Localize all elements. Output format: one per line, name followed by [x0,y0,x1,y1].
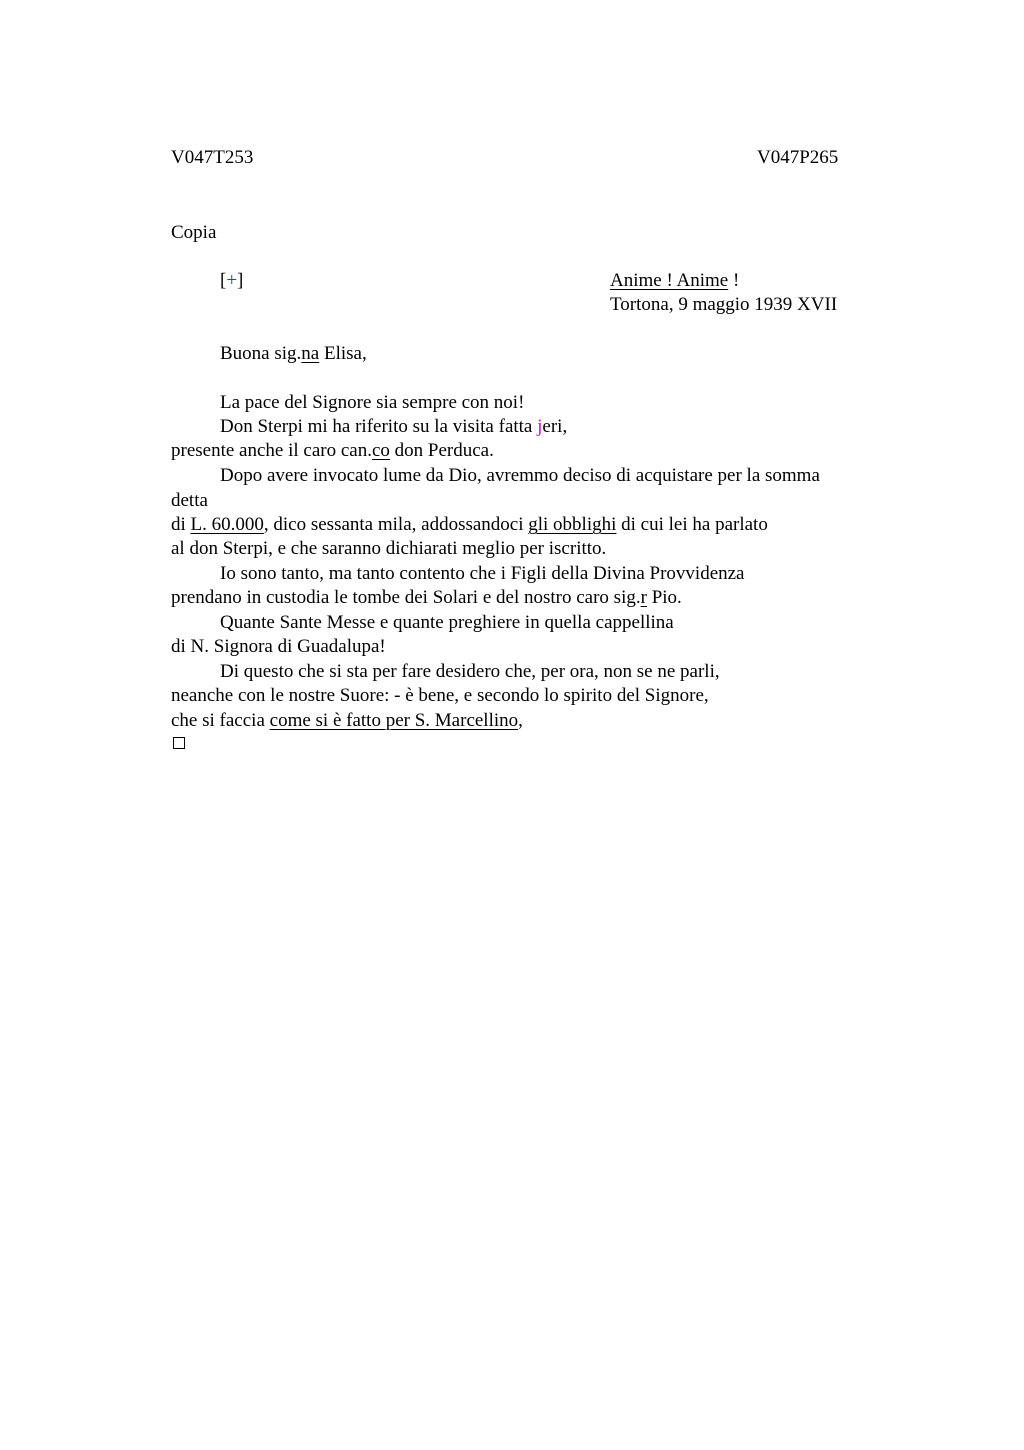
body-line-14-end: , [518,710,523,731]
body-line-14 [171,709,523,733]
cross-open-bracket: [ [220,270,227,291]
left-reference-code: V047T253 [171,147,254,168]
cross-icon: + [226,270,238,291]
motto-tail: ! [728,270,740,291]
cross-close-bracket: ] [237,270,244,291]
body-line-6-start: di [171,514,191,535]
body-line-1: La pace del Signore sia sempre con noi! [220,392,525,413]
obligations: gli obblighi [528,514,617,535]
right-reference-code: V047P265 [757,147,839,168]
body-line-6-end: di cui lei ha parlato [616,514,768,535]
body-line-2-end: eri, [542,416,568,437]
body-line-11: di N. Signora di Guadalupa! [171,636,386,657]
body-line-3-end: don Perduca. [389,440,494,461]
empty-square-icon [173,737,185,749]
body-line-14-text: che si faccia [171,710,270,731]
body-line-2-j: j [537,416,543,437]
body-line-2 [220,415,567,439]
body-line-9 [171,586,682,610]
cross-mark [220,269,243,293]
salutation-name: Elisa, [319,343,367,364]
salutation-abbr: na [301,343,320,364]
body-line-12: Di questo che si sta per fare desidero che, per ora, non se ne parli, [220,661,720,682]
body-line-4: Dopo avere invocato lume da Dio, avremmo deciso di acquistare per la somma [220,465,820,486]
body-line-5: detta [171,490,208,511]
body-line-8: Io sono tanto, ma tanto contento che i Figli della Divina Provvidenza [220,563,745,584]
date-line: Tortona, 9 maggio 1939 XVII [610,294,838,315]
amount: L. 60.000 [190,514,264,535]
motto-underlined: Anime ! Anime [610,270,729,291]
salutation [220,342,367,366]
motto [610,269,739,293]
copy-label: Copia [171,222,217,243]
body-line-9-text: prendano in custodia le tombe dei Solari e del nostro caro sig. [171,587,641,608]
body-line-9-abbr: r [640,587,647,608]
body-line-6-mid: , dico sessanta mila, addossandoci [263,514,529,535]
body-line-13: neanche con le nostre Suore: - è bene, e secondo lo spirito del Signore, [171,685,709,706]
body-line-3 [171,439,494,463]
salutation-text: Buona sig. [220,343,302,364]
body-line-9-end: Pio. [646,587,682,608]
body-line-3-text: presente anche il caro can. [171,440,372,461]
body-line-14-underlined: come si è fatto per S. Marcellino [269,710,519,731]
body-line-2-text: Don Sterpi mi ha riferito su la visita fatta [220,416,538,437]
body-line-6 [171,513,768,537]
body-line-3-abbr: co [371,440,390,461]
body-line-10: Quante Sante Messe e quante preghiere in quella cappellina [220,612,674,633]
body-line-7: al don Sterpi, e che saranno dichiarati meglio per iscritto. [171,538,607,559]
